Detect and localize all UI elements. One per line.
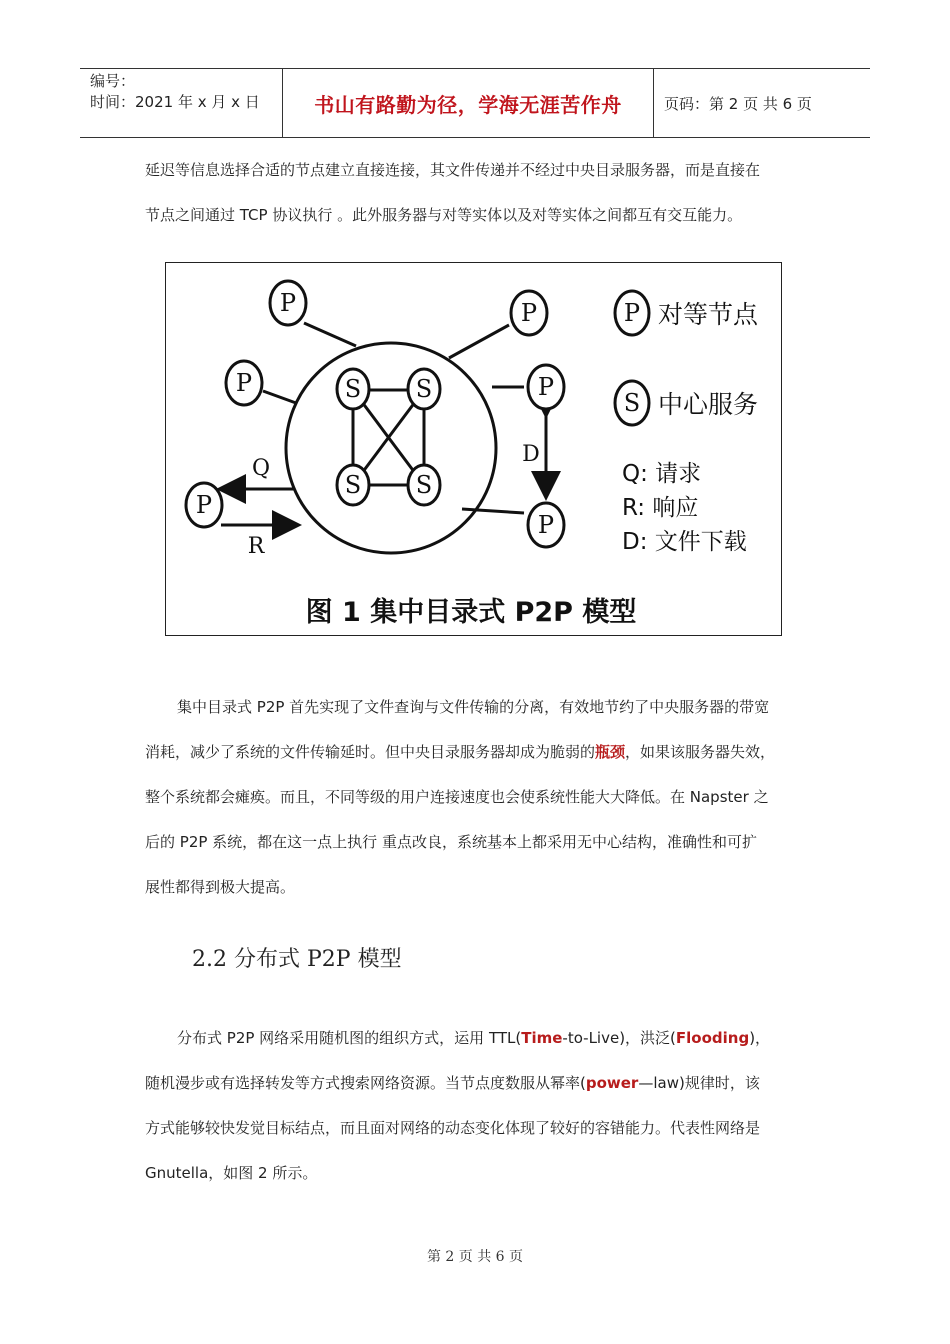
link (304, 323, 356, 346)
download-label: D (522, 442, 540, 467)
server-label: S (344, 471, 362, 499)
figure-1 (165, 262, 782, 636)
text-line: 随机漫步或有选择转发等方式搜索网络资源。当节点度数服从幂率(power—law)规律时，该 (145, 1074, 760, 1092)
paragraph-2 (145, 685, 810, 910)
peer-label: P (195, 491, 213, 519)
text-line: 后的 P2P 系统，都在这一点上执行 重点改良，系统基本上都采用无中心结构，准确性和可扩 (145, 833, 757, 851)
peer-label: P (537, 373, 555, 401)
text-line: 整个系统都会瘫痪。而且，不同等级的用户连接速度也会使系统性能大大降低。在 Napster 之 (145, 788, 769, 806)
link (263, 391, 296, 403)
text-line: 展性都得到极大提高。 (145, 878, 296, 896)
text-line: Gnutella，如图 2 所示。 (145, 1164, 318, 1182)
paragraph-3 (145, 1016, 810, 1196)
section-heading: 2.2 分布式 P2P 模型 (192, 947, 402, 972)
highlight-flooding: Flooding (675, 1029, 750, 1047)
legend-query-text: Q: 请求 (622, 461, 702, 487)
legend-server-text: 中心服务 (658, 390, 759, 419)
time-label: 时间：2021 年 x 月 x 日 (90, 93, 260, 111)
header-motto: 书山有路勤为径，学海无涯苦作舟 (282, 69, 654, 137)
header-meta (80, 69, 282, 137)
legend-response-text: R: 响应 (622, 495, 699, 521)
legend-download-text: D: 文件下载 (622, 529, 747, 555)
p2p-diagram (166, 263, 781, 635)
link (462, 509, 524, 513)
server-label: S (415, 471, 433, 499)
legend-peer-symbol: P (623, 299, 641, 327)
server-ring (286, 343, 496, 553)
text-line: 延迟等信息选择合适的节点建立直接连接，其文件传递并不经过中央目录服务器，而是直接在 (145, 161, 761, 179)
text-line: 消耗，减少了系统的文件传输延时。但中央目录服务器却成为脆弱的瓶颈，如果该服务器失效， (145, 743, 776, 761)
page-footer: 第 2 页 共 6 页 (426, 1249, 524, 1265)
server-label: S (344, 375, 362, 403)
nodes (186, 281, 649, 547)
number-label: 编号： (90, 72, 136, 90)
server-label: S (415, 375, 433, 403)
highlight-bottleneck: 瓶颈 (595, 743, 626, 761)
text-line: 方式能够较快发觉目标结点，而且面对网络的动态变化体现了较好的容错能力。代表性网络是 (145, 1119, 761, 1137)
peer-label: P (279, 289, 297, 317)
text-line: 分布式 P2P 网络采用随机图的组织方式，运用 TTL(Time-to-Live)，洪泛(Flooding)， (177, 1029, 771, 1047)
peer-label: P (537, 511, 555, 539)
query-label: Q (251, 456, 271, 481)
paragraph-1 (145, 148, 810, 238)
figure-caption: 图 1 集中目录式 P2P 模型 (305, 597, 637, 628)
response-label: R (247, 534, 265, 559)
legend-server-symbol: S (623, 389, 641, 417)
text-line: 节点之间通过 TCP 协议执行 。此外服务器与对等实体以及对等实体之间都互有交互能力。 (145, 206, 743, 224)
header-page-label: 页码：第 2 页 共 6 页 (664, 94, 812, 113)
link (449, 325, 509, 358)
highlight-time: Time (521, 1029, 563, 1047)
peer-label: P (520, 299, 538, 327)
text-line: 集中目录式 P2P 首先实现了文件查询与文件传输的分离，有效地节约了中央服务器的带宽 (177, 698, 770, 716)
legend-peer-text: 对等节点 (658, 300, 759, 329)
peer-label: P (235, 369, 253, 397)
page-header (80, 68, 870, 138)
highlight-power: power (585, 1074, 639, 1092)
